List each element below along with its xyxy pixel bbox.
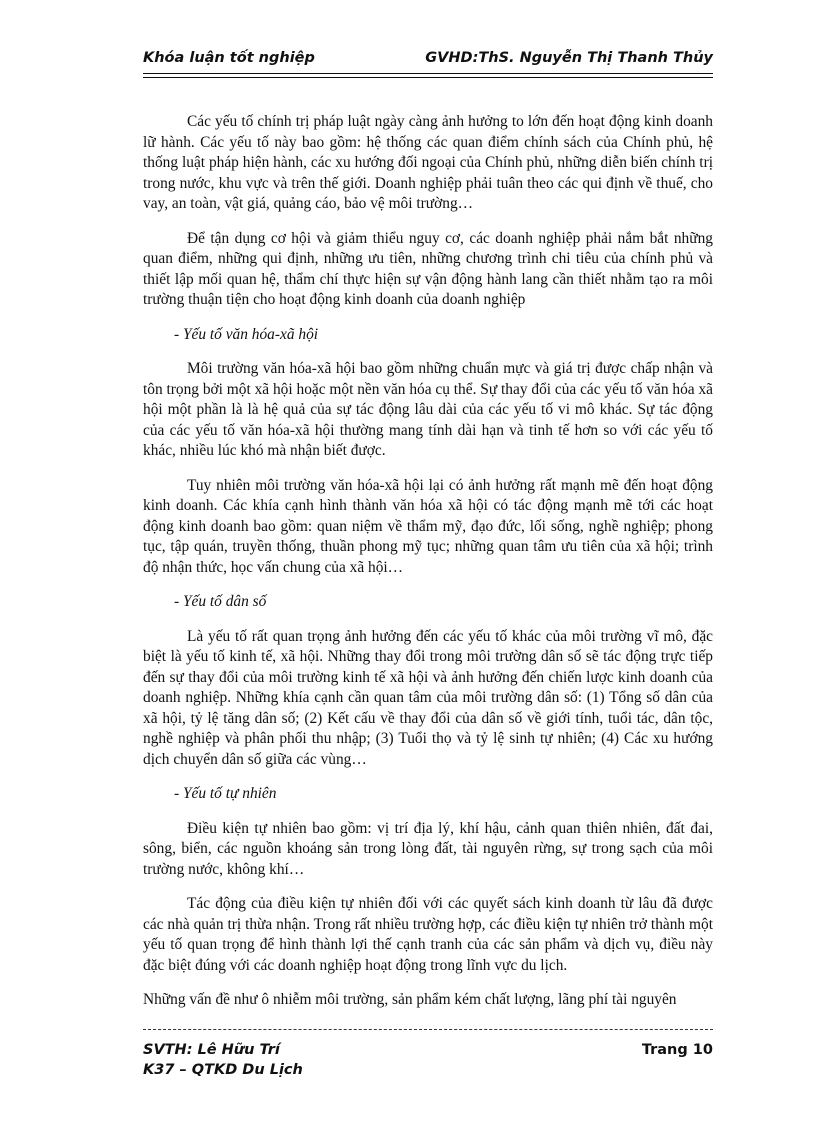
paragraph-environment-issues: Những vấn đề như ô nhiễm môi trường, sản phẩm kém chất lượng, lãng phí tài nguyên	[143, 991, 677, 1008]
subheading-nature: - Yếu tố tự nhiên	[174, 785, 277, 802]
paragraph-natural-conditions: Điều kiện tự nhiên bao gồm: vị trí địa lý, khí hậu, cảnh quan thiên nhiên, đất đai, sông, biển, các nguồn khoáng sản trong lòng đất, tài nguyên rừng, sự trong sạch của môi trường nước, không khí…	[143, 819, 713, 878]
paragraph-political-legal: Các yếu tố chính trị pháp luật ngày càng ảnh hưởng to lớn đến hoạt động kinh doanh lữ hành. Các yếu tố này bao gồm: hệ thống các quan điểm chính sách của Chính phủ, hệ thống luật pháp hiện hành, các xu hướng đối ngoại của Chính phủ, những diễn biến chính trị trong nước, khu vực và trên thế giới. Doanh nghiệp phải tuân theo các qui định về thuế, cho vay, an toàn, vật giá, quảng cáo, bảo vệ môi trường…	[143, 113, 713, 212]
page-number: Trang 10	[641, 1042, 713, 1058]
paragraph-natural-impact: Tác động của điều kiện tự nhiên đối với các quyết sách kinh doanh từ lâu đã được các nhà quản trị thừa nhận. Trong rất nhiều trường hợp, các điều kiện tự nhiên trở thành một yếu tố quan trọng để hình thành lợi thế cạnh tranh của các sản phẩm và dịch vụ, điều này đặc biệt đúng với các doanh nghiệp hoạt động trong lĩnh vực du lịch.	[143, 895, 713, 974]
subheading-culture-society: - Yếu tố văn hóa-xã hội	[174, 325, 319, 343]
footer-rule	[143, 1029, 713, 1030]
subheading-population: - Yếu tố dân số	[174, 593, 267, 610]
page-body	[143, 112, 713, 1025]
paragraph-opportunities: Để tận dụng cơ hội và giảm thiểu nguy cơ, các doanh nghiệp phải nắm bắt những quan điểm, những qui định, những ưu tiên, những chương trình chi tiêu của chính phủ và thiết lập mối quan hệ, thẩm chí thực hiện sự vận động hành lang cần thiết nhằm tạo ra môi trường thuận tiện cho hoạt động kinh doanh của doanh nghiệp	[143, 229, 713, 308]
footer-student-name: SVTH: Lê Hữu Trí	[143, 1042, 280, 1058]
page-footer	[143, 1040, 713, 1084]
paragraph-culture-environment: Môi trường văn hóa-xã hội bao gồm những chuẩn mực và giá trị được chấp nhận và tôn trọng bởi một xã hội hoặc một nền văn hóa cụ thể. Sự thay đổi của các yếu tố văn hóa xã hội một phần là là hệ quả của sự tác động lâu dài của các yếu tố vi mô khác. Sự tác động của các yếu tố văn hóa-xã hội thường mang tính dài hạn và tinh tế hơn so với các yếu tố khác, nhiều lúc khó mà nhận biết được.	[143, 360, 713, 459]
header-rule	[143, 73, 713, 78]
header-thesis-title: Khóa luận tốt nghiệp	[143, 50, 315, 66]
footer-class: K37 – QTKD Du Lịch	[143, 1062, 303, 1078]
paragraph-population: Là yếu tố rất quan trọng ảnh hưởng đến các yếu tố khác của môi trường vĩ mô, đặc biệt là yếu tố kinh tế, xã hội. Những thay đổi trong môi trường dân số sẽ tác động trực tiếp đến sự thay đổi của môi trường kinh tế xã hội và ảnh hưởng đến chiến lược kinh doanh của doanh nghiệp. Những khía cạnh cần quan tâm của môi trường dân số: (1) Tổng số dân của xã hội, tỷ lệ tăng dân số; (2) Kết cấu về thay đổi của dân số về giới tính, tuổi tác, dân tộc, nghề nghiệp và phân phối thu nhập; (3) Tuổi thọ và tỷ lệ sinh tự nhiên; (4) Các xu hướng dịch chuyển dân số giữa các vùng…	[143, 627, 713, 768]
footer-student-info	[143, 1040, 303, 1080]
page-header	[143, 48, 713, 74]
header-supervisor: GVHD:ThS. Nguyễn Thị Thanh Thủy	[425, 50, 713, 66]
paragraph-culture-impact: Tuy nhiên môi trường văn hóa-xã hội lại có ảnh hưởng rất mạnh mẽ đến hoạt động kinh doanh. Các khía cạnh hình thành văn hóa xã hội có tác động mạnh mẽ tới các hoạt động kinh doanh bao gồm: quan niệm về thẩm mỹ, đạo đức, lối sống, nghề nghiệp; phong tục, tập quán, truyền thống, thuần phong mỹ tục; những quan tâm ưu tiên của xã hội; trình độ nhận thức, học vấn chung của xã hội…	[143, 476, 713, 576]
